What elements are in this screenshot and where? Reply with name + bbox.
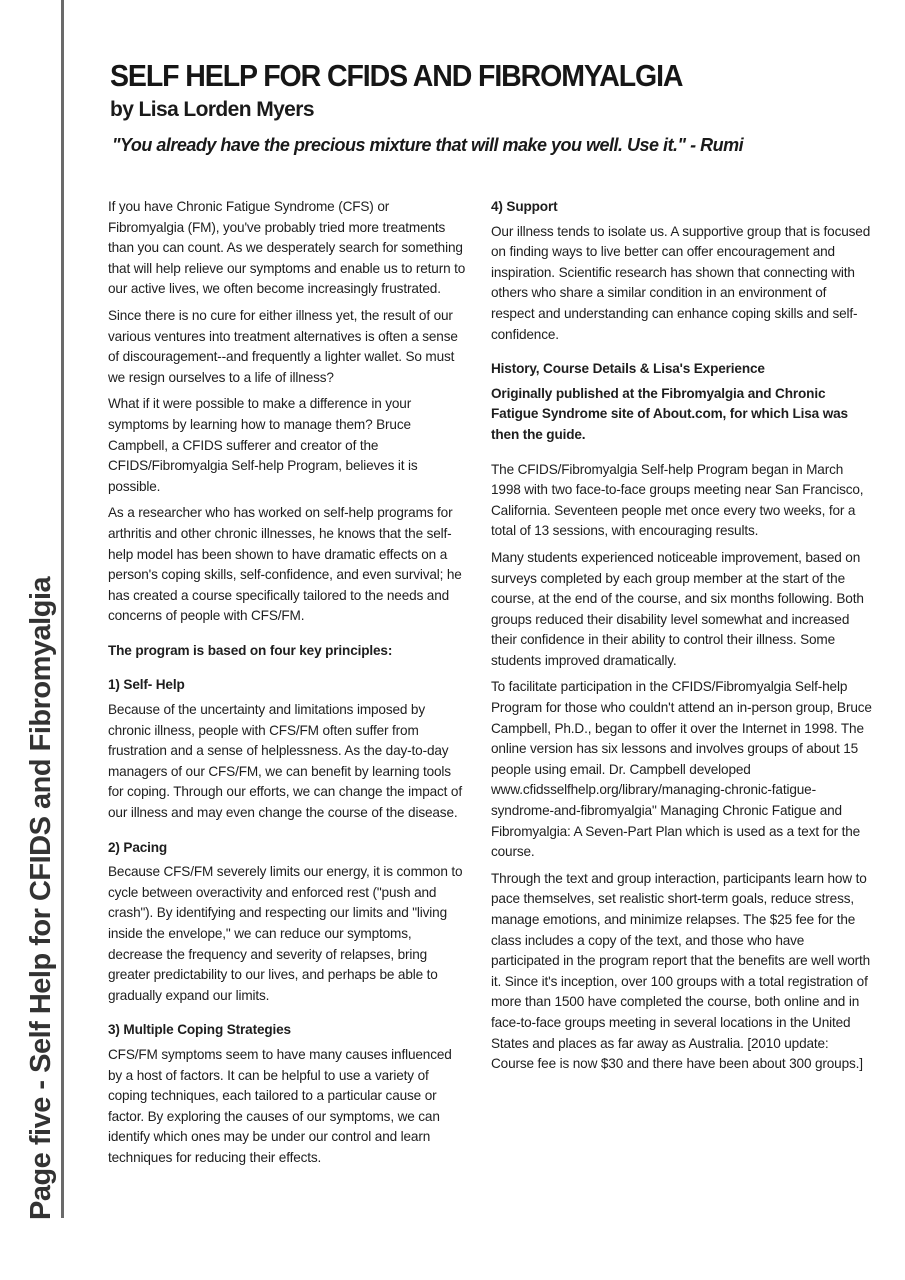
article-title: SELF HELP FOR CFIDS AND FIBROMYALGIA	[110, 58, 683, 93]
paragraph: The CFIDS/Fibromyalgia Self-help Program began in March 1998 with two face-to-face groups meeting near San Francisco, California. Seventeen people met once every two weeks, for a total of 13 sessions, with encouraging results.	[491, 461, 864, 539]
left-column	[108, 197, 466, 1175]
paragraph: Through the text and group interaction, participants learn how to pace themselves, set realistic short-term goals, reduce stress, manage emotions, and minimize relapses. The $25 fee for the class includes a copy of the text, and those who have participated in the program report that the benefits are well worth it. Since it's inception, over 100 groups with a total registration of more than 1500 have completed the course, both online and in face-to-face groups meeting in several locations in the United States and places as far away as Australia. [2010 update: Course fee is now $30 and there have been about 300 groups.]	[491, 870, 871, 1072]
paragraph: Since there is no cure for either illness yet, the result of our various ventures into treatment alternatives is often a sense of discouragement--and frequently a lighter wallet. So must we resign ourselves to a life of illness?	[108, 307, 458, 385]
epigraph-quote: "You already have the precious mixture that will make you well. Use it." - Rumi	[112, 135, 744, 155]
paragraph: Because CFS/FM severely limits our energy, it is common to cycle between overactivity and enforced rest ("push and crash"). By identifying and respecting our limits and "living inside the envelope," we can reduce our symptoms, decrease the frequency and severity of relapses, bring greater predictability to our lives, and perhaps be able to gradually expand our limits.	[108, 864, 463, 1003]
section-heading-self-help: 1) Self- Help	[108, 677, 185, 693]
section-heading-pacing: 2) Pacing	[108, 839, 168, 855]
publication-note: Originally published at the Fibromyalgia and Chronic Fatigue Syndrome site of About.com, for which Lisa was then the guide.	[491, 385, 848, 442]
margin-rule	[61, 0, 64, 1218]
page-side-label: Page five - Self Help for CFIDS and Fibromyalgia	[25, 576, 57, 1220]
section-heading-support: 4) Support	[491, 199, 558, 214]
paragraph: CFS/FM symptoms seem to have many causes influenced by a host of factors. It can be helpful to use a variety of coping techniques, each tailored to a particular cause or factor. By exploring the causes of our symptoms, we can identify which ones may be under our control and learn techniques for reducing their effects.	[108, 1046, 452, 1165]
paragraph: If you have Chronic Fatigue Syndrome (CFS) or Fibromyalgia (FM), you've probably tried more treatments than you can count. As we desperately search for something that will help relieve our symptoms and enable us to return to our active lives, we often become increasingly frustrated.	[108, 199, 466, 297]
article-author: by Lisa Lorden Myers	[110, 98, 314, 121]
paragraph: Because of the uncertainty and limitations imposed by chronic illness, people with CFS/FM often suffer from frustration and a sense of helplessness. As the day-to-day managers of our CFS/FM, we can benefit by learning tools for coping. Through our efforts, we can change the impact of our illness and may even change the course of the disease.	[108, 702, 462, 821]
paragraph: To facilitate participation in the CFIDS/Fibromyalgia Self-help Program for those who couldn't attend an in-person group, Bruce Campbell, Ph.D., began to offer it over the Internet in 1998. The online version has six lessons and involves groups of about 15 people using email. Dr. Campbell developed www.cfidsselfhelp.org/library/managing-chronic-fatigue-syndrome-and-fibromyalgia" Managing Chronic Fatigue and Fibromyalgia: A Seven-Part Plan which is used as a text for the course.	[491, 679, 872, 860]
paragraph: Many students experienced noticeable improvement, based on surveys completed by each group member at the start of the course, at the end of the course, and six months following. Both groups reduced their disability level somewhat and increased their confidence in their ability to control their illness. Some students improved dramatically.	[491, 549, 864, 668]
principles-heading: The program is based on four key principles:	[108, 642, 393, 658]
paragraph: As a researcher who has worked on self-help programs for arthritis and other chronic illnesses, he knows that the self-help model has been shown to have dramatic effects on a person's coping skills, self-confidence, and even survival; he has created a course specifically tailored to the needs and concerns of people with CFS/FM.	[108, 505, 462, 624]
paragraph: What if it were possible to make a difference in your symptoms by learning how to manage them? Bruce Campbell, a CFIDS sufferer and creator of the CFIDS/Fibromyalgia Self-help Program, believes it is possible.	[108, 396, 418, 494]
section-heading-history: History, Course Details & Lisa's Experience	[491, 361, 765, 377]
section-heading-coping: 3) Multiple Coping Strategies	[108, 1022, 291, 1038]
paragraph: Our illness tends to isolate us. A supportive group that is focused on finding ways to live better can offer encouragement and inspiration. Scientific research has shown that connecting with others who share a similar condition in an environment of respect and understanding can enhance coping skills and self-confidence.	[491, 223, 871, 342]
right-column	[491, 197, 873, 1081]
